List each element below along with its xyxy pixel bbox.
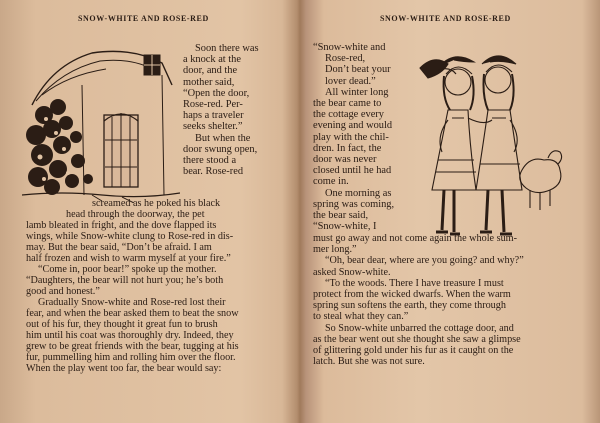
text-line: fear, and when the bear asked them to beat the snow — [26, 308, 239, 319]
text-line: good and honest.” — [26, 286, 100, 297]
left-page — [0, 0, 294, 423]
girls-and-lamb-illustration — [418, 40, 568, 248]
text-line: dren. In fact, the — [313, 142, 382, 154]
left-narrow-column — [183, 43, 259, 177]
text-line: wings, while Snow-white clung to Rose-red in dis- — [26, 231, 234, 242]
text-line: a knock at the — [183, 54, 241, 66]
text-line: haps a traveler — [183, 110, 244, 122]
text-line: Rose-red, — [325, 53, 366, 65]
text-line: may. But the bear said, “Don’t be afraid. I am — [26, 242, 212, 253]
text-line: him until his coat was thoroughly dry. Indeed, they — [26, 330, 234, 341]
text-line: come in. — [313, 176, 349, 188]
text-line: door, and the — [183, 65, 238, 77]
text-line: asked Snow-white. — [313, 266, 391, 278]
text-line: fur, pummelling him and rolling him over the floor. — [26, 352, 236, 363]
text-line: lamb bleated in fright, and the dove flapped its — [26, 220, 217, 231]
text-line: play with the chil- — [313, 131, 389, 143]
text-line: spring sun softens the earth, they come through — [313, 300, 506, 312]
text-line: head through the doorway, the pet — [66, 209, 205, 220]
text-line: mother said, — [183, 76, 235, 88]
right-page — [300, 0, 600, 423]
text-line: “Oh, bear dear, where are you going? and why?” — [325, 255, 524, 267]
text-line: Soon there was — [195, 43, 259, 54]
text-line: to steal what they can.” — [313, 311, 409, 323]
right-narrow-column — [313, 42, 394, 232]
text-line: grew to be great friends with the bear, tugging at his — [26, 341, 239, 352]
text-line: “Come in, poor bear!” spoke up the mother. — [38, 264, 217, 275]
text-line: mer long.” — [313, 244, 357, 256]
text-line: half frozen and wish to warm myself at your fire.” — [26, 253, 231, 264]
text-line: But when the — [195, 132, 251, 144]
text-line: “Open the door, — [183, 87, 250, 99]
text-line: latch. But she was not sure. — [313, 356, 425, 368]
text-line: door was never — [313, 154, 377, 166]
text-line: “Snow-white, I — [313, 221, 377, 233]
text-line: “Daughters, the bear will not hurt you; he’s both — [26, 275, 224, 286]
text-line: So Snow-white unbarred the cottage door, and — [325, 322, 514, 334]
text-line: the bear said, — [313, 210, 369, 222]
text-line: seeks shelter.” — [183, 121, 243, 133]
left-running-head: SNOW-WHITE AND ROSE-RED — [78, 14, 209, 23]
text-line: spring was coming, — [313, 198, 395, 210]
text-line: Don’t beat your — [325, 64, 391, 76]
text-line: lover dead.” — [325, 75, 376, 87]
text-line: must go away and not come again the whole sum- — [313, 233, 517, 244]
text-line: One morning as — [325, 187, 392, 199]
cottage-illustration — [22, 45, 180, 203]
text-line: Rose-red. Per- — [183, 99, 243, 111]
text-line: “Snow-white and — [313, 42, 386, 53]
text-line: screamed as he poked his black — [92, 198, 221, 209]
text-line: closed until he had — [313, 165, 392, 177]
text-line: as the bear went out she thought she saw a glimpse — [313, 333, 521, 345]
text-line: protect from the wicked dwarfs. When the warm — [313, 289, 511, 301]
right-running-head: SNOW-WHITE AND ROSE-RED — [380, 14, 511, 23]
text-line: out of his fur, they thought it great fun to brush — [26, 319, 218, 330]
text-line: bear. Rose-red — [183, 166, 244, 178]
text-line: Gradually Snow-white and Rose-red lost their — [38, 297, 226, 308]
text-line: of glittering gold under his fur as it caught on the — [313, 345, 514, 357]
text-line: evening and would — [313, 120, 393, 132]
text-line: “To the woods. There I have treasure I must — [325, 277, 504, 289]
text-line: All winter long — [325, 86, 389, 98]
left-wide-column — [26, 198, 239, 374]
text-line: door swung open, — [183, 143, 258, 155]
text-line: the bear came to — [313, 98, 382, 110]
text-line: the cottage every — [313, 109, 384, 121]
right-wide-column — [313, 233, 524, 367]
text-line: When the play went too far, the bear would say: — [26, 363, 222, 374]
text-line: there stood a — [183, 155, 237, 167]
